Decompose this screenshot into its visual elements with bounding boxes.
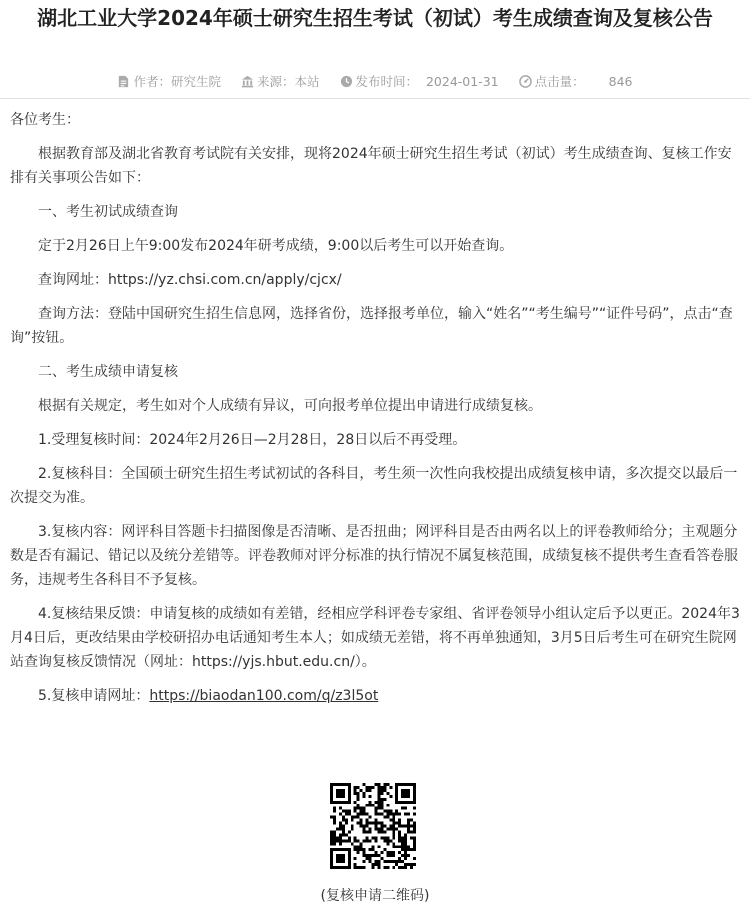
article-meta: [0, 72, 750, 90]
item-5-label: 5.复核申请网址：: [38, 688, 150, 704]
review-application-link[interactable]: https://biaodan100.com/q/z3l5ot: [149, 688, 379, 704]
document-icon: [117, 75, 130, 88]
date-value: 2024-01-31: [425, 74, 499, 89]
article-title: 湖北工业大学2024年硕士研究生招生考试（初试）考生成绩查询及复核公告: [37, 6, 713, 30]
section2-intro: 根据有关规定，考生如对个人成绩有异议，可向报考单位提出申请进行成绩复核。: [38, 398, 542, 414]
meta-author: [117, 72, 221, 90]
item-2: 2.复核科目：全国硕士研究生招生考试初试的各科目，考生须一次性向我校提出成绩复核申请，多次提交以最后一次提交为准。: [10, 466, 738, 506]
meta-source: [241, 72, 320, 90]
greeting: 各位考生：: [10, 112, 80, 128]
section1-heading: 一、考生初试成绩查询: [38, 204, 178, 220]
author-label: 作者：: [133, 74, 171, 89]
intro-paragraph: 根据教育部及湖北省教育考试院有关安排，现将2024年硕士研究生招生考试（初试）考生成绩查询、复核工作安排有关事项公告如下：: [10, 146, 732, 186]
article-body: [10, 108, 740, 718]
item-1: 1.受理复核时间：2024年2月26日—2月28日，28日以后不再受理。: [38, 432, 467, 448]
section2-heading: 二、考生成绩申请复核: [38, 364, 178, 380]
qr-caption: (复核申请二维码): [320, 888, 430, 904]
source-label: 来源：: [257, 74, 295, 89]
section1-method: 查询方法：登陆中国研究生招生信息网，选择省份，选择报考单位，输入“姓名”“考生编号”“证件号码”，点击“查询”按钮。: [10, 306, 733, 346]
item-5: [10, 684, 740, 708]
item-4: 4.复核结果反馈：申请复核的成绩如有差错，经相应学科评卷专家组、省评卷领导小组认定后予以更正。2024年3月4日后，更改结果由学校研招办电话通知考生本人；如成绩无差错，将不再单独通知，3月5日后考生可在研究生院网站查询复核反馈情况（网址：https://yjs.hbut.edu.cn/）。: [10, 606, 740, 670]
date-label: 发布时间：: [355, 74, 419, 89]
source-value: 本站: [294, 74, 320, 89]
qr-code: [330, 783, 416, 869]
building-icon: [241, 75, 254, 88]
meta-views: [519, 72, 633, 90]
views-value: 846: [608, 74, 633, 89]
meta-date: [340, 72, 499, 90]
meta-divider: [0, 98, 750, 99]
item-3: 3.复核内容：网评科目答题卡扫描图像是否清晰、是否扭曲；网评科目是否由两名以上的评卷教师给分；主观题分数是否有漏记、错记以及统分差错等。评卷教师对评分标准的执行情况不属复核范围，成绩复核不提供考生查看答卷服务，违规考生各科目不予复核。: [10, 524, 738, 588]
section1-url: 查询网址：https://yz.chsi.com.cn/apply/cjcx/: [38, 272, 342, 288]
author-value: 研究生院: [171, 74, 222, 89]
section1-time: 定于2月26日上午9:00发布2024年研考成绩，9:00以后考生可以开始查询。: [38, 238, 514, 254]
gauge-icon: [519, 75, 532, 88]
views-label: 点击量：: [534, 74, 585, 89]
clock-icon: [340, 75, 353, 88]
